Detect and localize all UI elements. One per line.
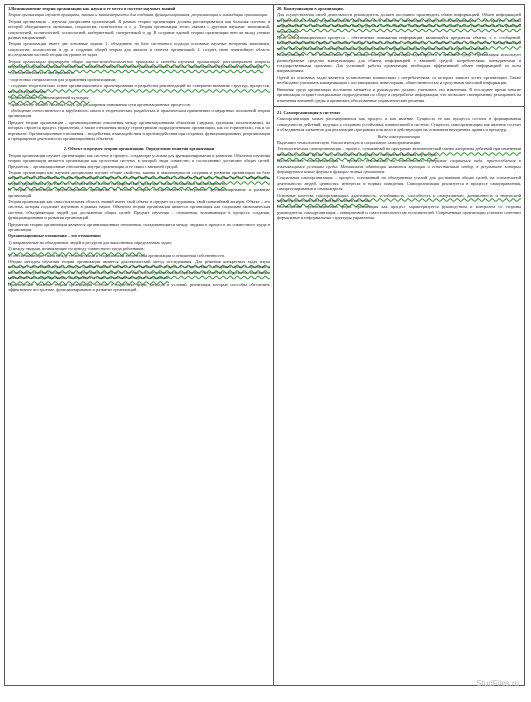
site-watermark: StudFiles.ru [476, 679, 519, 688]
paragraph: Самоорганизация может рассматриваться как процесс и как явление. Сущность ее как процесса состоит в формировании совокупности действий, ведущих к созданию устойчивых взаимосвязей в системе. Сущность самоорганизации как явления состоит в объединении элементов для реализации программы или цели и действующих на основании внутренних правил и процедур. [277, 116, 521, 133]
paragraph: Виды самоорганизации [377, 133, 421, 139]
divider [274, 106, 524, 107]
paragraph: Теория организации изучает принципы, законы и закономерности для создания, функционирования, реорганизации и ликвидации организации. [8, 12, 269, 18]
section-heading: Организационные отношения – это отношения: [8, 233, 102, 239]
paragraph: - привлечение знаний смежных наук для расширения понимания сути организационных процессов; [8, 101, 191, 107]
paragraph: Теория организации – научная дисциплина организаций. В рамках теории организация должна рассматриваться как большая система, в которой объединяются экономика, социология, политология и т. д. Теория организации тесно связана с другими науками: экономикой, социологией, политологией, психологией, кибернетикой, синергетикой и др. В создание единой теории организации внесли вклад ученые разных направлений. [8, 18, 270, 41]
paragraph: Теория организации имеет две основные задачи: 1. объединить на базе системного подхода основные научные воззрения экономики, социологии, политологии и др. в создании общей теории для анализа и синтеза организаций; 2. создать свою понятийную область исследования частной теории на уровне ее задач. [8, 41, 270, 58]
section-heading: 21. Самоорганизация в системах [277, 109, 341, 115]
paragraph: - обобщение отечественного и зарубежного опыта в теоретических разработках и практическом применении стандартных положений теории организации. [8, 107, 270, 119]
left-column [5, 5, 274, 685]
paragraph: - обобщение опыта и эксперимента; [8, 70, 74, 76]
paragraph: Практическое значение теории организации состоит в выработке форм, методов и условий, реализация которых способна обеспечить эффективное построение, функционирование и развитие организаций. [8, 281, 270, 293]
right-column [274, 5, 524, 685]
paragraph: Цель коммуникационного процесса – обеспечение понимания информации, являющейся предметом обмена, т. е. сообщений. Коммуникационный процесс включает четыре базовых элемента: отправитель, сообщение, канал и получатель. Коммуникации могут быть вербальными и невербальными, формальными и неформальными, вертикальными и горизонтальными. [277, 35, 521, 51]
paragraph: Выделяют технологическую, биологическую и социальную самоорганизацию. [277, 139, 422, 145]
paragraph: В теории организации сформулированы принципы, на основе которых осуществляется построение, функционирование и развитие организаций. [8, 187, 270, 198]
paragraph: Соотношение организационных форм: организация как процесс характеризуется руководством и контролем со стороны руководителя, самоорганизация – инициативой и самостоятельностью исполнителей. Современные организации успешно сочетают формальные и неформальные структуры управления. [277, 204, 521, 221]
paragraph: Теория организации изучает организацию как систему и процесс, создающие условия для функционирования и развития. Объектом изучения теории организации является организация как целостная система, в которой люди совместно и согласованно достигают общих целей. Предметом – организационные отношения внутри организации и ее связи с внешней средой. [8, 152, 270, 169]
paragraph: - создание теоретических основ организационного проектирования и разработка рекомендаций по совершенствованию структур, процессов, методов управления; [8, 83, 270, 94]
paragraph: Для осуществления своей деятельности руководитель должен постоянно производить обмен информацией. Обмен информацией встроен во все виды управленческой деятельности и является связующим процессом. Коммуникации – это процесс обмена информацией, ее смысловым значением между двумя и более людьми. Коммуникация необходима для осуществления всех функций управления. [277, 12, 521, 34]
paragraph: - формирование организационной культуры; [8, 95, 90, 101]
two-column-table [4, 4, 525, 686]
paragraph: Предмет теории организации – организационные отношения между организационными объектами (людьми, группами, коллективами), на которых строится процесс управления, а также отношения между структурными подразделениями организации, как по горизонтали, так и по вертикали. Организационные отношения – воздействия, взаимодействия и противодействия при создании, функционировании, реорганизации и прекращении деятельности организационных объектов. [8, 119, 270, 141]
paragraph: Теория организации как самостоятельная область знаний имеет свой объект и предмет исследования, свой понятийный аппарат. Объект – это система, которая подлежит изучению в рамках науки. Объектом теории организации является организация как социально-экономическая система, объединяющая людей для достижения общих целей. Предмет изучения – отношения, возникающие в процессе создания, функционирования и развития организаций. [8, 199, 270, 221]
paragraph: Биологическая самоорганизация – процесс, основанный на генетической программе сохранения вида, приспособления к изменяющимся условиям среды. Механизмом адаптации являются мутации и естественный отбор, в результате которых формируются новые формы и функции живых организмов. [277, 158, 521, 174]
section-heading: 2. Объект и предмет теории организации. Определение понятия организации [63, 146, 215, 152]
paragraph: Теория организации формирует общие научно-методологические принципы и методы изучения организаций, рассматривает вопросы структуры, организационного поведения, взаимодействия элементов организационной системы, закономерностей развития организаций. [8, 58, 270, 70]
paragraph: Внешняя среда организации постоянно меняется и руководство должно учитывать эти изменения. В последнее время многие организации создают специальные подразделения по сбору и переработке информации, что позволяет своевременно реагировать на изменения внешней среды и принимать обоснованные управленческие решения. [277, 86, 521, 103]
paragraph: Основные качества самоорганизации: адаптивность, устойчивость, способность к саморазвитию, динамичность и творческий характер деятельности отдельных членов системы. [277, 192, 521, 203]
paragraph: Социальная самоорганизация – процесс, основанный на объединении усилий для достижения общих целей, на сознательной деятельности людей, ценностях, интересах и нормах поведения. Самоорганизация реализуется в процессе самоуправления, саморегулирования и самоконтроля. [277, 175, 521, 192]
paragraph: Общим методом изучения теории организации является диалектический метод исследования. Для решения конкретных задач наука использует системный подход, методы сравнительного анализа и математические модели, в соответствии с которыми процесс принятия и обоснования решений базируется на определении общей цели системы и последовательном подчинении ей целей всех подсистем, экономико-математическое моделирование, эксперимент и социологические методы исследования. [8, 259, 270, 281]
paragraph: Предметом теории организации являются организационные отношения, складывающиеся между людьми в процессе их совместного труда в организации. [8, 221, 270, 233]
paragraph: Технологическая самоорганизация – процесс, основанный на программе автоматической смены алгоритма действий при изменении внешних условий. Кроме того, используется в процессе совершенствования структуры. [277, 146, 521, 157]
document-page [4, 4, 525, 694]
paragraph: Коммуникация – это взаимосвязь, при помощи которой организация адаптируется к внешней среде. Организация использует разнообразные средства коммуникации для обмена информацией с внешней средой, потребителями, конкурентами и государственными органами. Для успешной работы организации необходим эффективный обмен информацией по всем направлениям. [277, 52, 521, 74]
paragraph: Одной из основных задач является установление взаимосвязи с потребителями, от которых зависит успех организации. Также необходимо учитывать коммуникации с поставщиками, инвесторами, общественностью и средствами массовой информации. [277, 74, 521, 86]
paragraph: 3) обеспечивающие связи между техническими и социальными элементами организации и отношения собственности. [8, 252, 225, 258]
paragraph: - подготовка специалистов для управления организациями; [8, 76, 117, 82]
paragraph: 1) направленные на объединение людей и ресурсов для выполнения определенных задач; [8, 239, 172, 245]
section-heading: 20. Коммуникации в организации. [277, 6, 344, 11]
paragraph: 2) между людьми, возникающие по поводу совместного труда работников; [8, 246, 145, 252]
section-heading: 1.Возникновение теории организации как науки и ее место в системе научных знаний [8, 6, 176, 11]
paragraph: Теория организации как научная дисциплина изучает общие свойства, законы и закономерности создания и развития организации на базе теории систем. Положения теории организации базируются на теоретических знаниях и законах ряда наук: теории систем, кибернетики, теории управления и др. Вместе с тем она имеет и свои специфические, присущие только ей законы и закономерности. [8, 169, 270, 186]
